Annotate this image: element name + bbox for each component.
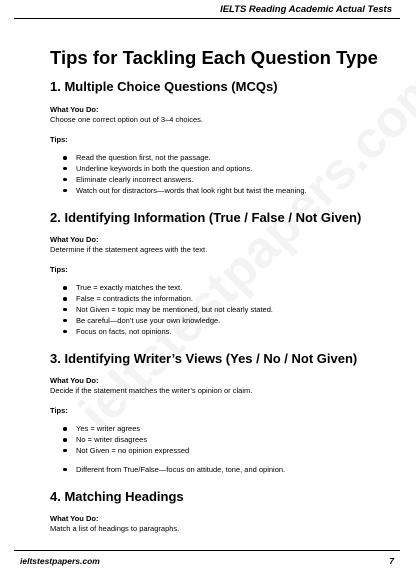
list-item: False = contradicts the information.	[76, 294, 380, 305]
list-item: Underline keywords in both the question and options.	[76, 164, 380, 175]
section-tfng	[50, 211, 380, 338]
section-title: 4. Matching Headings	[50, 488, 184, 504]
section-title: 1. Multiple Choice Questions (MCQs)	[50, 79, 278, 95]
tips-list	[50, 283, 380, 337]
footer-divider	[14, 550, 400, 551]
tips-list	[50, 153, 380, 197]
tips-label: Tips:	[50, 265, 68, 275]
bullet-icon	[63, 438, 67, 442]
page-content	[50, 48, 380, 534]
list-item: No = writer disagrees	[76, 435, 380, 446]
bullet-icon	[63, 330, 67, 334]
what-you-do-label: What You Do:	[50, 104, 99, 114]
bullet-icon	[63, 286, 67, 290]
what-you-do-label: What You Do:	[50, 514, 99, 524]
section-ynng	[50, 352, 380, 476]
list-item: Different from True/False—focus on attitude, tone, and opinion.	[76, 465, 380, 476]
what-you-do-label: What You Do:	[50, 234, 99, 244]
section-title: 3. Identifying Writer’s Views (Yes / No / Not Given)	[50, 350, 358, 366]
section-title: 2. Identifying Information (True / False / Not Given)	[50, 209, 362, 225]
what-you-do-text: Decide if the statement matches the writer’s opinion or claim.	[50, 385, 253, 395]
bullet-icon	[63, 449, 67, 453]
bullet-icon	[63, 427, 67, 431]
footer-site: ieltstestpapers.com	[20, 556, 100, 566]
list-item: Eliminate clearly incorrect answers.	[76, 175, 380, 186]
tips-label: Tips:	[50, 406, 68, 416]
bullet-icon	[63, 319, 67, 323]
tips-list-extra	[50, 465, 380, 476]
list-item: Not Given = topic may be mentioned, but not clearly stated.	[76, 305, 380, 316]
page-footer	[0, 550, 416, 588]
bullet-icon	[63, 468, 67, 472]
what-you-do-label: What You Do:	[50, 375, 99, 385]
bullet-icon	[63, 189, 67, 193]
section-matching-headings	[50, 490, 380, 535]
list-item: Read the question first, not the passage.	[76, 153, 380, 164]
list-item: Watch out for distractors—words that look right but twist the meaning.	[76, 186, 380, 197]
document-title: Tips for Tackling Each Question Type	[50, 47, 378, 68]
tips-label: Tips:	[50, 134, 68, 144]
what-you-do-text: Determine if the statement agrees with the text.	[50, 244, 208, 254]
what-you-do-text: Choose one correct option out of 3–4 choices.	[50, 114, 204, 124]
bullet-icon	[63, 167, 67, 171]
bullet-icon	[63, 156, 67, 160]
bullet-icon	[63, 297, 67, 301]
list-item: Focus on facts, not opinions.	[76, 327, 380, 338]
header-divider	[14, 18, 400, 19]
header-title: IELTS Reading Academic Actual Tests	[220, 4, 392, 15]
bullet-icon	[63, 178, 67, 182]
list-item: Not Given = no opinion expressed	[76, 446, 380, 457]
bullet-icon	[63, 308, 67, 312]
list-item: Be careful—don’t use your own knowledge.	[76, 316, 380, 327]
page-header	[0, 0, 416, 22]
list-item: True = exactly matches the text.	[76, 283, 380, 294]
section-mcq	[50, 80, 380, 196]
tips-list	[50, 424, 380, 457]
page-number: 7	[389, 556, 394, 566]
list-item: Yes = writer agrees	[76, 424, 380, 435]
what-you-do-text: Match a list of headings to paragraphs.	[50, 524, 180, 534]
